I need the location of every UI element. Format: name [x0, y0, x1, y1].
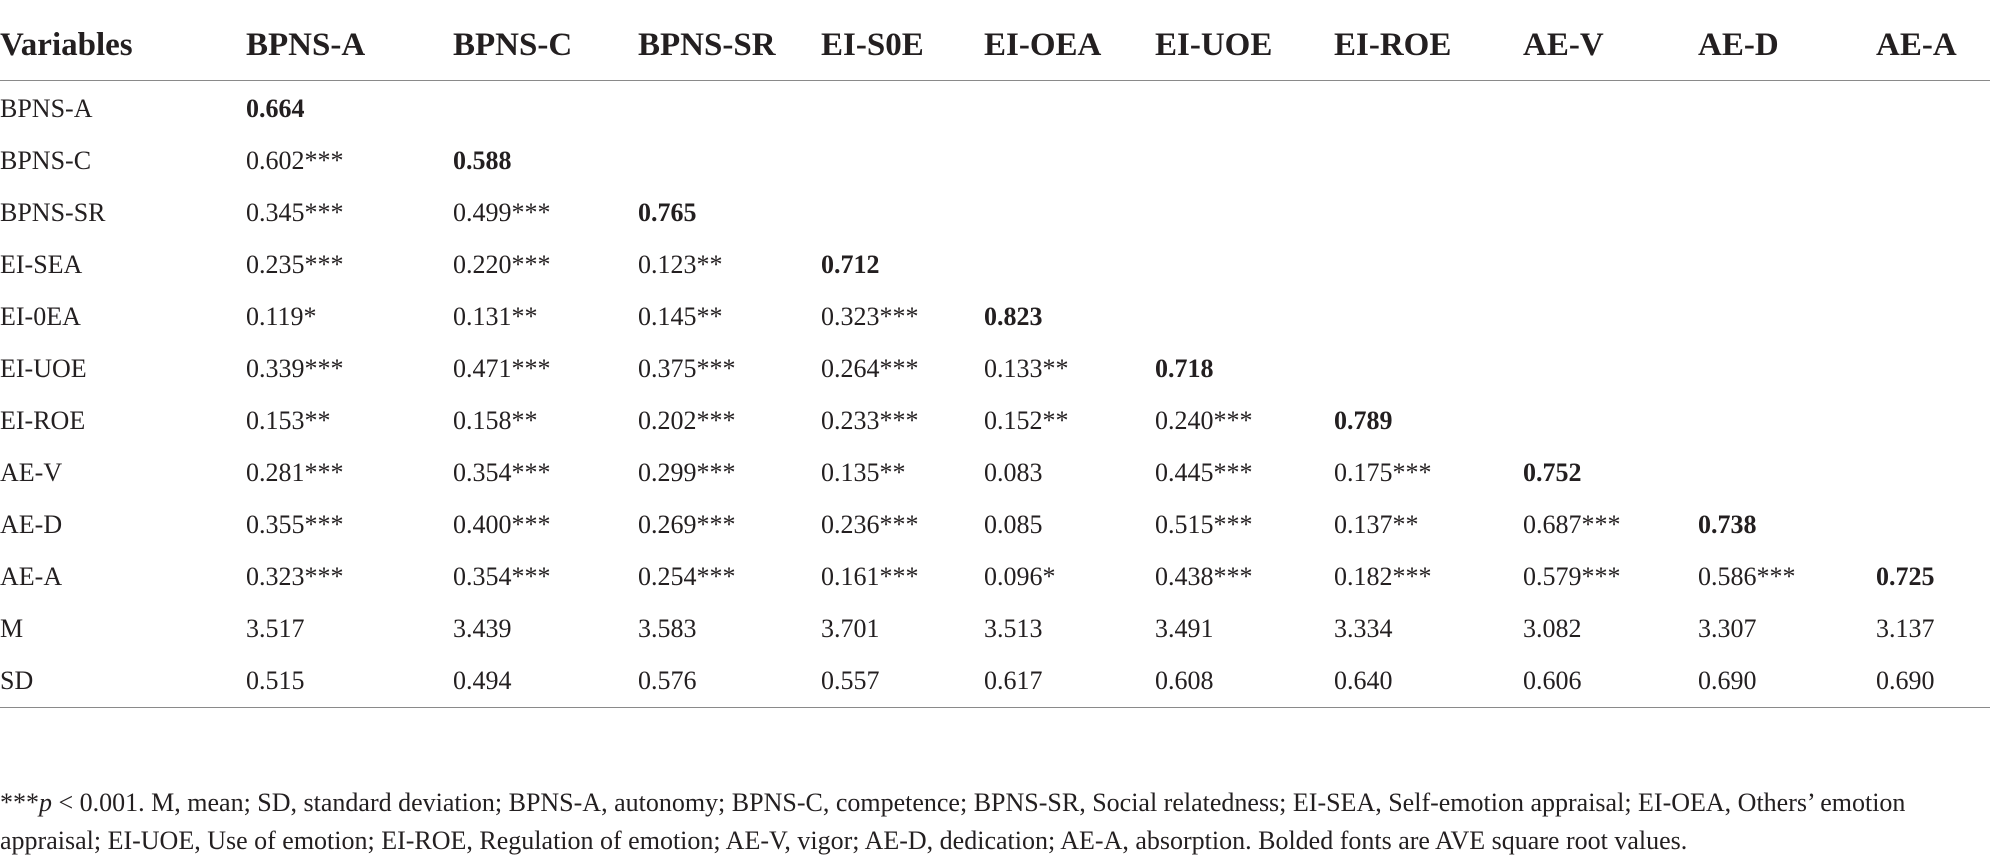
table-cell: 3.334 [1334, 614, 1393, 643]
table-cell: 0.299*** [638, 458, 736, 487]
ave-root-cell: 0.823 [984, 302, 1043, 331]
footnote-text: < 0.001. M, mean; SD, standard deviation; BPNS-A, autonomy; BPNS-C, competence; BPNS-SR, Social relatedness; EI-SEA, Self-emotion appraisal; EI-OEA, Others’ emotion appraisal; EI-UOE, Use of emotion; EI-ROE, Regulation of emotion; AE-V, vigor; AE-D, dedication; AE-A, absorption. Bolded fonts are AVE square root values. [0, 788, 1906, 855]
empty-cell [453, 81, 638, 136]
row-label: BPNS-A [0, 94, 93, 123]
table-cell: 0.145** [638, 302, 723, 331]
empty-cell [984, 135, 1155, 187]
table-cell: 0.152** [984, 406, 1069, 435]
empty-cell [1698, 187, 1876, 239]
table-cell: 0.119* [246, 302, 317, 331]
column-header-bpns-c: BPNS-C [453, 10, 638, 81]
table-cell: 0.471*** [453, 354, 551, 383]
table-cell: 0.576 [638, 655, 821, 708]
correlation-table [0, 10, 1990, 708]
empty-cell [1698, 447, 1876, 499]
empty-cell [1876, 239, 1990, 291]
table-row [0, 187, 1990, 239]
ave-root-cell: 0.752 [1523, 458, 1582, 487]
table-cell: 0.123** [638, 250, 723, 279]
table-cell: 0.579*** [1523, 562, 1621, 591]
empty-cell [1523, 187, 1698, 239]
empty-cell [1876, 343, 1990, 395]
ave-root-cell: 0.725 [1876, 562, 1935, 591]
table-row [0, 239, 1990, 291]
table-header-row [0, 10, 1990, 81]
empty-cell [1334, 239, 1523, 291]
empty-cell [1155, 81, 1334, 136]
table-cell: 0.085 [984, 510, 1043, 539]
table-cell: 0.494 [453, 655, 638, 708]
table-cell: 0.690 [1698, 655, 1876, 708]
table-cell: 0.236*** [821, 510, 919, 539]
table-cell: 0.354*** [453, 458, 551, 487]
empty-cell [1876, 291, 1990, 343]
table-cell: 0.158** [453, 406, 538, 435]
empty-cell [1334, 291, 1523, 343]
table-cell: 0.617 [984, 655, 1155, 708]
table-cell: 0.269*** [638, 510, 736, 539]
table-cell: 0.323*** [821, 302, 919, 331]
table-row [0, 291, 1990, 343]
table-row [0, 343, 1990, 395]
empty-cell [1876, 447, 1990, 499]
table-cell: 0.345*** [246, 198, 344, 227]
row-label: SD [0, 655, 246, 708]
empty-cell [1876, 81, 1990, 136]
column-header-ae-a: AE-A [1876, 10, 1990, 81]
table-cell: 0.515*** [1155, 510, 1253, 539]
empty-cell [1698, 135, 1876, 187]
table-cell: 0.083 [984, 458, 1043, 487]
empty-cell [1523, 395, 1698, 447]
row-label: BPNS-C [0, 146, 92, 175]
table-cell: 0.135** [821, 458, 906, 487]
table-cell: 0.235*** [246, 250, 344, 279]
table-row [0, 447, 1990, 499]
table-cell: 0.202*** [638, 406, 736, 435]
row-label: M [0, 614, 24, 643]
empty-cell [821, 81, 984, 136]
table-cell: 0.133** [984, 354, 1069, 383]
table-cell: 0.175*** [1334, 458, 1432, 487]
empty-cell [1155, 291, 1334, 343]
table-cell: 3.307 [1698, 614, 1757, 643]
table-cell: 0.355*** [246, 510, 344, 539]
footnote-significance-marker: *** [0, 788, 39, 817]
empty-cell [1698, 343, 1876, 395]
empty-cell [1334, 343, 1523, 395]
empty-cell [1698, 395, 1876, 447]
ave-root-cell: 0.712 [821, 250, 880, 279]
table-cell: 0.640 [1334, 655, 1523, 708]
table-cell: 0.339*** [246, 354, 344, 383]
table-cell: 0.557 [821, 655, 984, 708]
empty-cell [638, 135, 821, 187]
empty-cell [1155, 187, 1334, 239]
table-cell: 0.438*** [1155, 562, 1253, 591]
table-cell: 0.096* [984, 562, 1056, 591]
table-cell: 0.233*** [821, 406, 919, 435]
empty-cell [1155, 239, 1334, 291]
table-cell: 3.517 [246, 614, 305, 643]
table-cell: 0.608 [1155, 655, 1334, 708]
column-header-ei-oea: EI-OEA [984, 10, 1155, 81]
table-cell: 0.254*** [638, 562, 736, 591]
empty-cell [1876, 395, 1990, 447]
table-cell: 0.687*** [1523, 510, 1621, 539]
empty-cell [1698, 291, 1876, 343]
table-cell: 0.153** [246, 406, 331, 435]
row-label: EI-SEA [0, 250, 83, 279]
table-footnote [0, 784, 1960, 860]
table-body [0, 81, 1990, 708]
table-cell: 0.131** [453, 302, 538, 331]
ave-root-cell: 0.765 [638, 198, 697, 227]
table-cell: 3.513 [984, 614, 1043, 643]
table-cell: 3.137 [1876, 614, 1935, 643]
table-cell: 0.690 [1876, 655, 1990, 708]
table-row [0, 551, 1990, 603]
table-cell: 0.354*** [453, 562, 551, 591]
table-cell: 3.491 [1155, 614, 1214, 643]
row-label: AE-D [0, 510, 63, 539]
table-cell: 0.400*** [453, 510, 551, 539]
table-cell: 0.240*** [1155, 406, 1253, 435]
empty-cell [1523, 343, 1698, 395]
column-header-ei-s0e: EI-S0E [821, 10, 984, 81]
table-cell: 3.082 [1523, 614, 1582, 643]
table-cell: 0.602*** [246, 146, 344, 175]
empty-cell [984, 239, 1155, 291]
table-cell: 0.515 [246, 655, 453, 708]
empty-cell [1334, 187, 1523, 239]
table-cell: 0.264*** [821, 354, 919, 383]
empty-cell [1523, 239, 1698, 291]
column-header-ae-v: AE-V [1523, 10, 1698, 81]
row-label: BPNS-SR [0, 198, 106, 227]
column-header-ae-d: AE-D [1698, 10, 1876, 81]
ave-root-cell: 0.718 [1155, 354, 1214, 383]
empty-cell [984, 187, 1155, 239]
row-label: EI-UOE [0, 354, 87, 383]
empty-cell [1334, 135, 1523, 187]
empty-cell [1155, 135, 1334, 187]
table-row [0, 135, 1990, 187]
column-header-bpns-a: BPNS-A [246, 10, 453, 81]
table-row [0, 81, 1990, 136]
footnote-p-symbol: p [39, 788, 52, 817]
empty-cell [1523, 135, 1698, 187]
column-header-ei-uoe: EI-UOE [1155, 10, 1334, 81]
table-cell: 0.606 [1523, 655, 1698, 708]
table-cell: 0.499*** [453, 198, 551, 227]
table-cell: 0.161*** [821, 562, 919, 591]
table-cell: 0.137** [1334, 510, 1419, 539]
empty-cell [1698, 239, 1876, 291]
table-cell: 0.586*** [1698, 562, 1796, 591]
row-label: AE-V [0, 458, 63, 487]
table-cell: 0.323*** [246, 562, 344, 591]
empty-cell [1334, 81, 1523, 136]
ave-root-cell: 0.738 [1698, 510, 1757, 539]
table-cell: 0.375*** [638, 354, 736, 383]
empty-cell [1523, 291, 1698, 343]
table-cell: 0.281*** [246, 458, 344, 487]
table-cell: 3.583 [638, 614, 697, 643]
empty-cell [1876, 499, 1990, 551]
row-label: EI-0EA [0, 302, 81, 331]
column-header-variables: Variables [0, 10, 246, 81]
empty-cell [1876, 135, 1990, 187]
table-row [0, 655, 1990, 708]
ave-root-cell: 0.789 [1334, 406, 1393, 435]
table-row [0, 603, 1990, 655]
table-cell: 0.445*** [1155, 458, 1253, 487]
table-row [0, 395, 1990, 447]
table-cell: 3.439 [453, 614, 512, 643]
empty-cell [821, 135, 984, 187]
table-cell: 3.701 [821, 614, 880, 643]
column-header-bpns-sr: BPNS-SR [638, 10, 821, 81]
ave-root-cell: 0.664 [246, 94, 305, 123]
row-label: AE-A [0, 562, 63, 591]
ave-root-cell: 0.588 [453, 146, 512, 175]
table-cell: 0.220*** [453, 250, 551, 279]
table-row [0, 499, 1990, 551]
empty-cell [638, 81, 821, 136]
empty-cell [1876, 187, 1990, 239]
empty-cell [1698, 81, 1876, 136]
column-header-ei-roe: EI-ROE [1334, 10, 1523, 81]
table-cell: 0.182*** [1334, 562, 1432, 591]
empty-cell [984, 81, 1155, 136]
row-label: EI-ROE [0, 406, 86, 435]
empty-cell [821, 187, 984, 239]
empty-cell [1523, 81, 1698, 136]
